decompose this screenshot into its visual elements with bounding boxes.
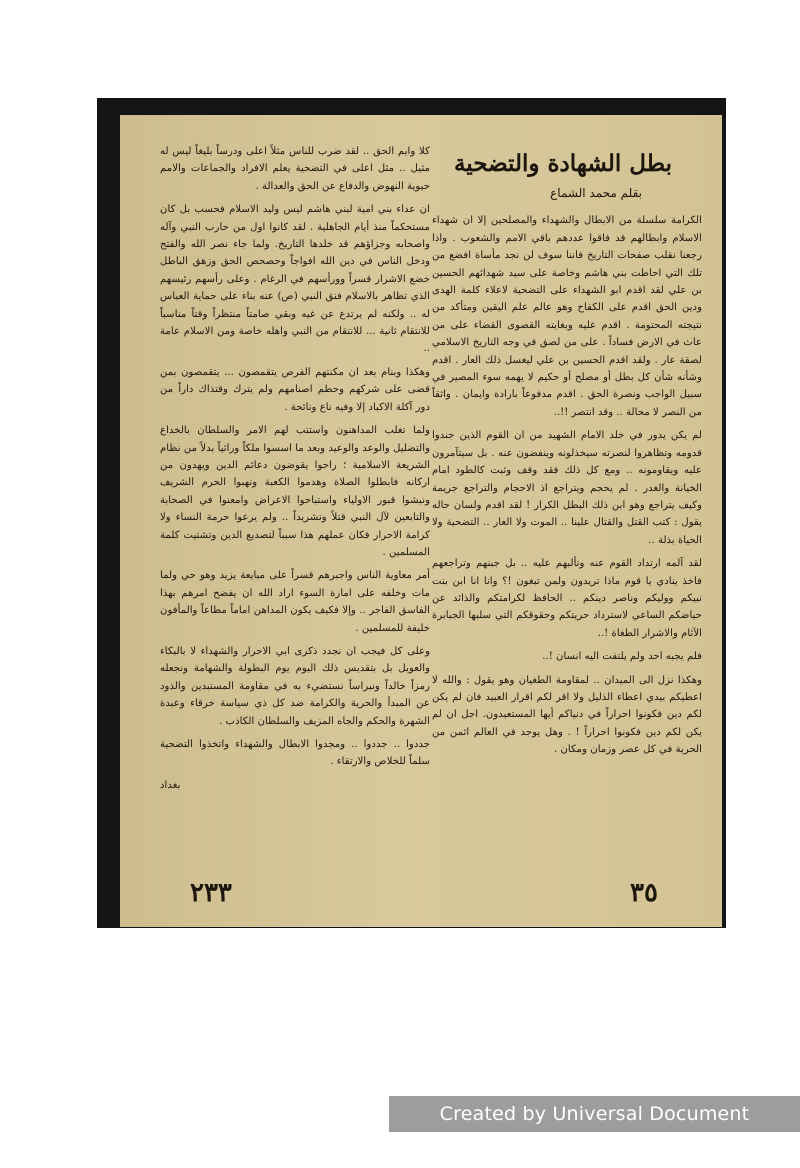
article-page [120, 115, 722, 927]
paragraph: لقد آلمه ارتداد القوم عنه وتألبهم عليه .. بل جبنهم وتراجعهم فاخذ ينادي يا قوم ماذا تريدون ولمن تبغون !؟ وانا انا ابن بنت نبيكم ووليكم وناصر دينكم .. الحافظ لكرامتكم والذائد عن حياضكم الساعي لاسترداد حريتكم وحقوقكم التي سلبها الجبابرة الآثام والاشرار الطغاة !.. [432, 558, 702, 639]
converter-watermark: Created by Universal Document Converter [389, 1096, 800, 1132]
paragraph: جددوا .. جددوا .. ومجدوا الابطال والشهداء واتخذوا التضحية سلماً للخلاص والارتقاء . [160, 739, 430, 768]
paragraph: كلا وايم الحق .. لقد ضرب للناس مثلاً اعلى ودرساً بليغاً ليس له مثيل .. مثل اعلى في التضحية يعلم الافراد والجماعات والامم حيوية النهوض والدفاع عن الحق والعدالة . [160, 146, 430, 192]
article-closing-place: بغداد [160, 779, 181, 791]
page-number-right: ٣٥ [630, 878, 658, 908]
paragraph: فلم يجبه احد ولم يلتفت اليه انسان !.. [542, 651, 702, 663]
page-number-left: ٢٣٣ [190, 878, 232, 908]
paragraph: ولما تغلب المداهنون واستتب لهم الامر والسلطان بالخداع والتضليل والوعد والوعيد وبعد ما اسسوا ملكاً وراثياً بدلاً من نظام الشريعة الاسلامية ؛ راحوا يقوضون دعائم الدين ويهدون من اركانه فابطلوا الصلاة وهدموا الكعبة ونهبوا الحرم الشريف ونبشوا قبور الاولياء واستباحوا الاعراض وامعنوا في الصحابة والتابعين لآل النبي قتلاً وتشريداً .. ولم يرعوا حرمة النساء ولا كرامة الاحرار فكان عملهم هذا سبباً لتصديع الدين وتشتيت كلمة المسلمين . [160, 425, 430, 558]
paragraph: لم يكن يدور في خلد الامام الشهيد من ان القوم الذين جندوا قدومه وتظاهروا لنصرته سيخذلونه وينفضون عنه . بل سيتآمرون عليه ويقاومونه .. ومع كل ذلك فقد وقف وثبت كالطود امام الخيانة والغدر . لم يحجم ويتراجع اذ الاحجام والتراجع جريمة وكيف يتراجع وهو ابن ذلك البطل الكرار ! لقد اقدم ولسان حاله يقول : كتب القتل والقتال علينا .. الموت ولا العار .. التضحية ولا الحياة بذلة .. [432, 430, 702, 546]
paragraph: الكرامة سلسلة من الابطال والشهداء والمصلحين إلا ان شهداء الاسلام وابطالهم قد فاقوا عددهم باقي الامم والشعوب . واذا رجعنا نقلب صفحات التاريخ فاننا سوف لن نجد مأساة افضع من تلك التي احاطت بني هاشم وخاصة على سيد شهدائهم الحسين بن علي لقد اقدم ابو الشهداء على التضحية لاعلاء كلمة الهدى ودين الحق اقدم على الكفاح وهو عالم علم اليقين ومتأكد من نتيجته المحتومة . اقدم عليه وبغايته القصوى القضاء على من عاث في الارض فساداً . على من لصق في وجه التاريخ الاسلامي لصقة عار . ولقد اقدم الحسين بن علي ليغسل ذلك العار . اقدم وشأنه شأن كل بطل أو مصلح أو حكيم لا يهمه سوء المصير في سبيل الواجب ونصرة الحق . اقدم مدفوعاً بارادة وايمان . واثقاً من النصر لا محالة .. وقد انتصر !!.. [432, 215, 702, 418]
paragraph: ان عداء بني امية لبني هاشم ليس وليد الاسلام فحسب بل كان مستحكماً منذ أيام الجاهلية . لقد كانوا اول من حارب النبي وآله واصحابه وجزاؤهم قد خلدها التاريخ. ولما جاء نصر الله والفتح ودخل الناس في دين الله افواجاً وحصحص الحق وزهق الباطل خضع الاشرار قسراً وورأسهم في الرغام . وعلى رأسهم رئيسهم الذي تظاهر بالاسلام فنق النبي (ص) عنه بناء على حماية العباس له .. ولكنه لم يرتدع عن غيه وبقي صامتاً منتظراً وقتاً مناسباً للانتقام ثانية ... للانتقام من النبي واهله خاصة ومن الاسلام عامة .. [160, 204, 430, 355]
article-author: بقلم محمد الشماع [550, 186, 642, 200]
left-column [160, 143, 430, 794]
right-column [432, 143, 702, 765]
paragraph: أمر معاوية الناس واجبرهم قسراً على مبايعة يزيد وهو حي ولما مات وخلفه على امارة السوء اراد الله ان يفضح امرهم بهذا الفاسق الفاجر .. وإلا فكيف يكون المداهن اماماً مطاعاً والمأفون خليفة للمسلمين . [160, 570, 430, 634]
paragraph: وهكذا وبنام بعد ان مكنتهم الفرص يتقمصون ... يتقمصون بمن قضى على شركهم وحطم اصنامهم ولم يترك وقتذاك داراً من دور آكلة الاكباد إلا وفيه ناع ونائحة . [160, 366, 430, 413]
paragraph: وعلى كل فيجب ان نجدد ذكرى ابي الاحرار والشهداء لا بالبكاء والعويل بل بتقديس ذلك اليوم يوم البطولة والشهامة ونجعله رمزاً خالداً ونبراساً نستضيء به في مقاومة المستبدين والذود عن المبدأ والحرية والكرامة ضد كل ذي سياسة خرقاء وعبدة الشهرة والحكم والجاه المزيف والسلطان الكاذب . [160, 645, 430, 727]
article-title: بطل الشهادة والتضحية [453, 150, 672, 177]
paragraph: وهكذا نزل الى الميدان .. لمقاومة الطغيان وهو يقول : والله لا اعطيكم بيدي اعطاء الذليل ولا اقر لكم اقرار العبيد فان لم يكن لكم دين فكونوا احراراً في دنياكم أيها المستعبدون. اجل ان لم يكن لكم دين فكونوا احراراً ! . وهل يوجد في العالم اثمن من الحرية في كل عصر وزمان ومكان . [432, 674, 702, 756]
